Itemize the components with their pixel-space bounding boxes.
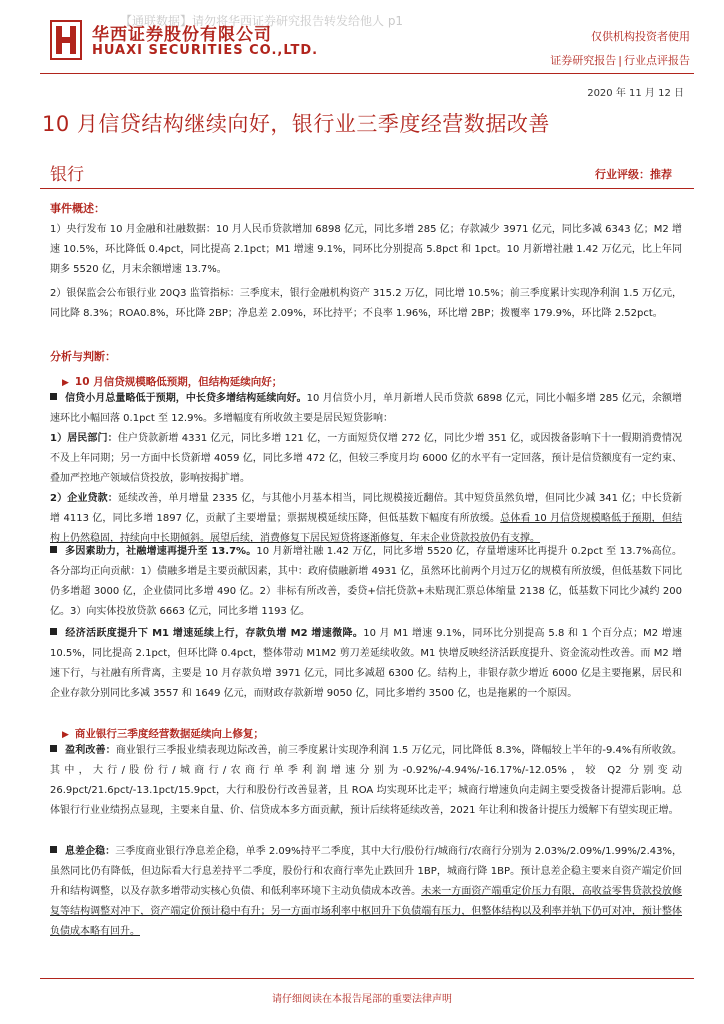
triangle-bullet-icon: ▶	[62, 730, 69, 740]
event-paragraph-2: 2）银保监会公布银行业 20Q3 监管指标：三季度末，银行金融机构资产 315.2 万亿，同比增 10.5%；前三季度累计实现净利润 1.5 万亿元，同比降 8.3%；ROA0.8%，环比降 2BP；净息差 2.09%，环比持平；不良率 1.96%，环比增 2BP；拨覆率 179.9%，环比降 2.52pct。	[50, 288, 682, 319]
square-bullet-icon	[50, 393, 57, 400]
report-type-primary: 证券研究报告	[550, 54, 617, 67]
bullet-social-financing-text: 10 月新增社融 1.42 万亿，同比多增 5520 亿，存量增速环比再提升 0.2pct 至 13.7%高位。各分部均正向贡献：1）债融多增是主要贡献因素，其中：政府债融新增 4931 亿，虽然环比前两个月过万亿的规模有所放缓，但低基数下同比仍多增超 3000 亿，企业债同比多增 490 亿。2）非标有所改善，委贷+信托贷款+未贴现汇票总体缩量 2138 亿，低基数下同比少减约 200 亿。3）向实体投放贷款 6663 亿元，同比多增 1193 亿。	[50, 546, 682, 617]
sector-name: 银行	[50, 165, 84, 185]
bullet-margin-lead: 息差企稳：	[65, 846, 116, 857]
household-text: 住户贷款新增 4331 亿元，同比多增 121 亿，一方面短贷仅增 272 亿，同比少增 351 亿，或因拨备影响下十一假期消费情况不及上年同期；另一方面中长贷新增 4059 亿，同比多增 472 亿，但较三季度月均 6000 亿的水平有一定回落，预计是信贷额度有一定约束、叠加严控地产领域信贷投放，影响按揭扩增。	[50, 433, 682, 484]
corporate-lead: 2）企业贷款：	[50, 493, 118, 504]
audience-note: 仅供机构投资者使用	[591, 30, 690, 43]
bullet-credit-text: 10 月信贷小月，单月新增人民币贷款 6898 亿元，同比小幅多增 285 亿元，余额增速环比小幅回落 0.1pct 至 12.9%。多增幅度有所收敛主要是居民短贷影响：	[50, 393, 683, 424]
bullet-margin	[50, 842, 682, 942]
bullet-credit-lead: 信贷小月总量略低于预期，中长贷多增结构延续向好。	[65, 393, 307, 404]
company-name-cn: 华西证券股份有限公司	[92, 25, 272, 45]
bullet-credit	[50, 389, 682, 549]
square-bullet-icon	[50, 628, 57, 635]
square-bullet-icon	[50, 745, 57, 752]
subheading-bank-q3-text: 商业银行三季度经营数据延续向上修复；	[74, 728, 264, 740]
event-paragraph-1: 1）央行发布 10 月金融和社融数据：10 月人民币贷款增加 6898 亿元，同比多增 285 亿；存款减少 3971 亿元，同比多减 6343 亿；M2 增速 10.5%，环比降低 0.4pct，同比提高 2.1pct；M1 增速 9.1%，同环比分别提高 5.8pct 和 1pct。10 月新增社融 1.42 万亿元，比上年同期多 5520 亿，月末余额增速 13.7%。	[50, 224, 682, 275]
header-rule	[40, 73, 694, 74]
industry-rating: 行业评级：推荐	[595, 168, 672, 181]
bullet-profit-text: 商业银行三季报业绩表现边际改善，前三季度累计实现净利润 1.5 万亿元，同比降低 8.3%，降幅较上半年的-9.4%有所收敛。其中，大行/股份行/城商行/农商行单季利润增速分别为-0.92%/-4.94%/-16.17%/-12.05%，较 Q2 分别变动 26.9pct/21.6pct/-13.1pct/15.9pct，大行和股份行改善显著，且 ROA 均实现环比走平；城商行增速负向走阔主要受拨备计提滞后影响。总体银行行业业绩拐点显现，主要来自量、价、信贷成本多方面贡献，预计后续将延续改善，2021 年让利和拨备计提压力缓解下有望实现正增。	[50, 745, 683, 816]
report-type-secondary: 行业点评报告	[624, 54, 690, 67]
watermark: 【通联数据】请勿将华西证券研究报告转发给他人 p1	[120, 14, 404, 28]
report-title: 10 月信贷结构继续向好，银行业三季度经营数据改善	[42, 112, 550, 136]
subheading-bank-q3	[62, 726, 264, 741]
subheading-credit-text: 10 月信贷规模略低预期，但结构延续向好；	[74, 376, 283, 388]
footer-rule	[40, 978, 694, 979]
bullet-money-supply-text: 10 月 M1 增速 9.1%，同环比分别提高 5.8 和 1 个百分点；M2 增速 10.5%，同比提高 2.1pct，但环比降 0.4pct，整体带动 M1M2 剪刀差延续收敛。M1 快增反映经济活跃度提升、资金流动性改善。而 M2 增速下行，与社融有所背离，主要是 10 月存款负增 3971 亿元，同比多减超 6300 亿。结构上，非银存款少增近 6000 亿是主要拖累，居民和企业存款分别同比多减 3557 和 1649 亿元，而财政存款新增 9050 亿，同比多增约 3500 亿，也是拖累的一个原因。	[50, 628, 683, 699]
bullet-money-supply-lead: 经济活跃度提升下 M1 增速延续上行，存款负增 M2 增速微降。	[65, 628, 364, 639]
bullet-money-supply	[50, 624, 682, 704]
company-logo-icon	[50, 20, 82, 60]
company-name-en: HUAXI SECURITIES CO.,LTD.	[92, 43, 319, 58]
report-date: 2020 年 11 月 12 日	[587, 88, 684, 99]
bullet-social-financing	[50, 542, 682, 622]
margin-outlook-underlined: 未来一方面资产端重定价压力有限，高收益零售贷款投放修复等结构调整对冲下，资产端定价预计稳中有升；另一方面市场利率中枢回升下负债端有压力，但整体结构以及利率并轨下仍可对冲，预计整体负债成本略有回升。	[50, 886, 683, 937]
analysis-heading: 分析与判断：	[50, 350, 116, 363]
household-lead: 1）居民部门：	[50, 433, 118, 444]
bullet-margin-text: 三季度商业银行净息差企稳，单季 2.09%持平二季度，其中大行/股份行/城商行/农商行分别为 2.03%/2.09%/1.99%/2.43%，虽然同比仍有降低，但边际看大行息差持平二季度，股份行和农商行率先止跌回升 1BP，城商行降 1BP。预计息差企稳主要来自资产端定价回升和结构调整，以及存款多增带动实核心负债、和低利率环境下主动负债成本改善。	[50, 846, 683, 897]
bullet-social-financing-lead: 多因素助力，社融增速再提升至 13.7%。	[65, 546, 257, 557]
bullet-profit	[50, 741, 682, 821]
subheading-credit	[62, 374, 282, 389]
corporate-text: 延续改善，单月增量 2335 亿，与其他小月基本相当，同比规模接近翻倍。其中短贷虽然负增，但同比少减 341 亿；中长贷新增 4113 亿，同比多增 1897 亿，贡献了主要增量；票据规模延续压降，但低基数下幅度有所放缓。	[50, 493, 682, 524]
bullet-profit-lead: 盈利改善：	[65, 745, 116, 756]
event-heading: 事件概述：	[50, 202, 105, 215]
triangle-bullet-icon: ▶	[62, 378, 69, 388]
report-type-separator: |	[618, 54, 622, 67]
square-bullet-icon	[50, 546, 57, 553]
report-type	[550, 52, 690, 68]
square-bullet-icon	[50, 846, 57, 853]
legal-notice: 请仔细阅读在本报告尾部的重要法律声明	[272, 994, 452, 1005]
credit-outlook-underlined: 总体看 10 月信贷规模略低于预期，但结构上仍然稳固，持续向中长期倾斜。展望后续，消费修复下居民短贷将逐渐修复，年末企业贷款投放仍有支撑。	[50, 513, 682, 544]
section-rule	[40, 188, 694, 189]
